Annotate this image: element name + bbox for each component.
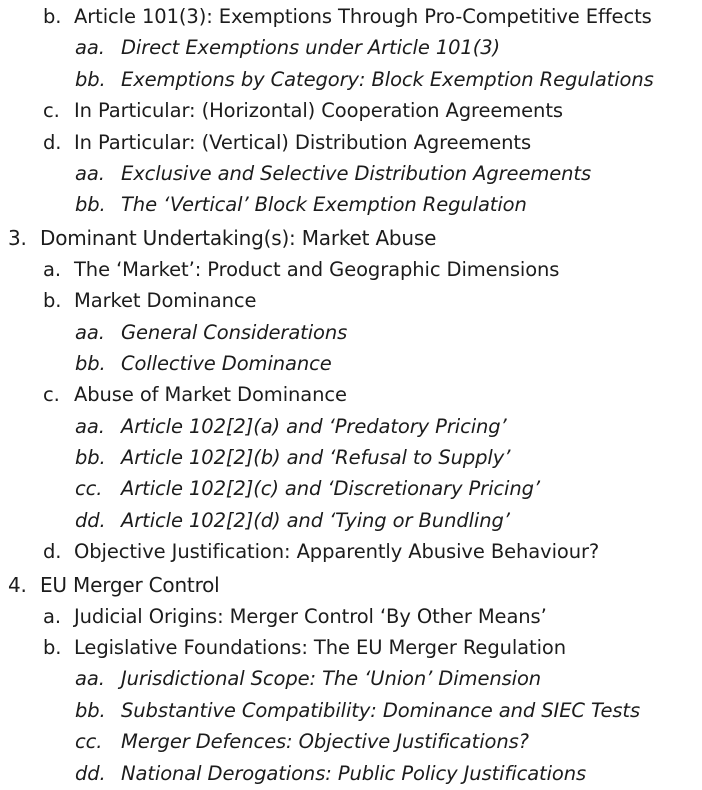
toc-entry	[0, 473, 702, 504]
toc-entry-text: Legislative Foundations: The EU Merger Regulation	[74, 636, 566, 660]
toc-section-heading	[0, 221, 702, 254]
toc-entry-label: bb.	[75, 351, 106, 375]
toc-entry	[0, 127, 702, 158]
toc-entry-label: a.	[43, 604, 61, 628]
toc-entry	[0, 285, 702, 316]
toc-entry-text: Article 102[2](c) and ‘Discretionary Pricing’	[121, 477, 540, 501]
toc-entry	[0, 348, 702, 379]
toc-entry	[0, 95, 702, 126]
toc-entry-label: bb.	[75, 67, 106, 91]
toc-entry	[0, 505, 702, 536]
toc-section-title: Dominant Undertaking(s): Market Abuse	[40, 225, 437, 250]
toc-entry-label: bb.	[75, 193, 106, 217]
toc-entry	[0, 442, 702, 473]
toc-entry-label: b.	[43, 5, 62, 28]
toc-entry-text: The ‘Market’: Product and Geographic Dimensions	[74, 257, 560, 281]
toc-entry-text: Article 101(3): Exemptions Through Pro-Competitive Effects	[74, 5, 652, 28]
toc-entry-label: c.	[43, 99, 60, 123]
toc-entry-label: aa.	[75, 414, 105, 438]
toc-entry-text: National Derogations: Public Policy Justifications	[121, 761, 587, 785]
toc-entry-label: a.	[43, 257, 61, 281]
toc-entry	[0, 317, 702, 348]
toc-entry	[0, 32, 702, 63]
toc-entry-label: dd.	[75, 761, 106, 785]
table-of-contents	[0, 1, 702, 789]
toc-entry	[0, 695, 702, 726]
toc-entry-text: Article 102[2](a) and ‘Predatory Pricing’	[121, 414, 507, 438]
toc-entry	[0, 536, 702, 567]
toc-entry-label: d.	[43, 130, 62, 154]
toc-entry-label: dd.	[75, 508, 106, 532]
toc-entry-label: b.	[43, 289, 62, 313]
toc-entry-text: Merger Defences: Objective Justifications?	[121, 730, 529, 754]
toc-section-number: 3.	[8, 225, 27, 250]
toc-entry-text: Market Dominance	[74, 289, 257, 313]
toc-entry	[0, 726, 702, 757]
toc-entry-label: aa.	[75, 667, 105, 691]
toc-entry-text: In Particular: (Horizontal) Cooperation Agreements	[74, 99, 563, 123]
toc-entry-label: aa.	[75, 320, 105, 344]
toc-entry-text: Judicial Origins: Merger Control ‘By Other Means’	[74, 604, 547, 628]
toc-entry-text: Article 102[2](b) and ‘Refusal to Supply’	[121, 446, 511, 470]
toc-entry	[0, 601, 702, 632]
toc-entry-text: The ‘Vertical’ Block Exemption Regulation	[121, 193, 527, 217]
toc-entry-label: cc.	[75, 477, 103, 501]
toc-entry	[0, 632, 702, 663]
toc-entry	[0, 158, 702, 189]
toc-section-heading	[0, 568, 702, 601]
toc-entry-text: Exclusive and Selective Distribution Agreements	[121, 161, 592, 185]
toc-section-title: EU Merger Control	[40, 572, 220, 597]
toc-entry-text: Article 102[2](d) and ‘Tying or Bundling’	[121, 508, 510, 532]
toc-section-number: 4.	[8, 572, 27, 597]
toc-entry-text: Substantive Compatibility: Dominance and SIEC Tests	[121, 698, 641, 722]
toc-entry	[0, 1, 702, 32]
toc-entry-label: aa.	[75, 161, 105, 185]
toc-entry-label: aa.	[75, 36, 105, 60]
toc-entry	[0, 64, 702, 95]
toc-entry-label: bb.	[75, 446, 106, 470]
toc-entry	[0, 379, 702, 410]
toc-entry-label: c.	[43, 383, 60, 407]
toc-entry	[0, 663, 702, 694]
toc-entry-text: In Particular: (Vertical) Distribution Agreements	[74, 130, 532, 154]
toc-entry	[0, 411, 702, 442]
toc-entry-text: Exemptions by Category: Block Exemption Regulations	[121, 67, 654, 91]
toc-entry-label: cc.	[75, 730, 103, 754]
toc-entry	[0, 189, 702, 220]
toc-entry-label: b.	[43, 636, 62, 660]
toc-entry-label: d.	[43, 540, 62, 564]
toc-entry-text: Jurisdictional Scope: The ‘Union’ Dimension	[121, 667, 542, 691]
toc-entry	[0, 758, 702, 789]
toc-entry-text: Objective Justification: Apparently Abusive Behaviour?	[74, 540, 600, 564]
toc-entry-label: bb.	[75, 698, 106, 722]
toc-entry-text: General Considerations	[121, 320, 348, 344]
toc-entry-text: Abuse of Market Dominance	[74, 383, 347, 407]
toc-entry-text: Direct Exemptions under Article 101(3)	[121, 36, 501, 60]
toc-entry	[0, 254, 702, 285]
toc-entry-text: Collective Dominance	[121, 351, 332, 375]
